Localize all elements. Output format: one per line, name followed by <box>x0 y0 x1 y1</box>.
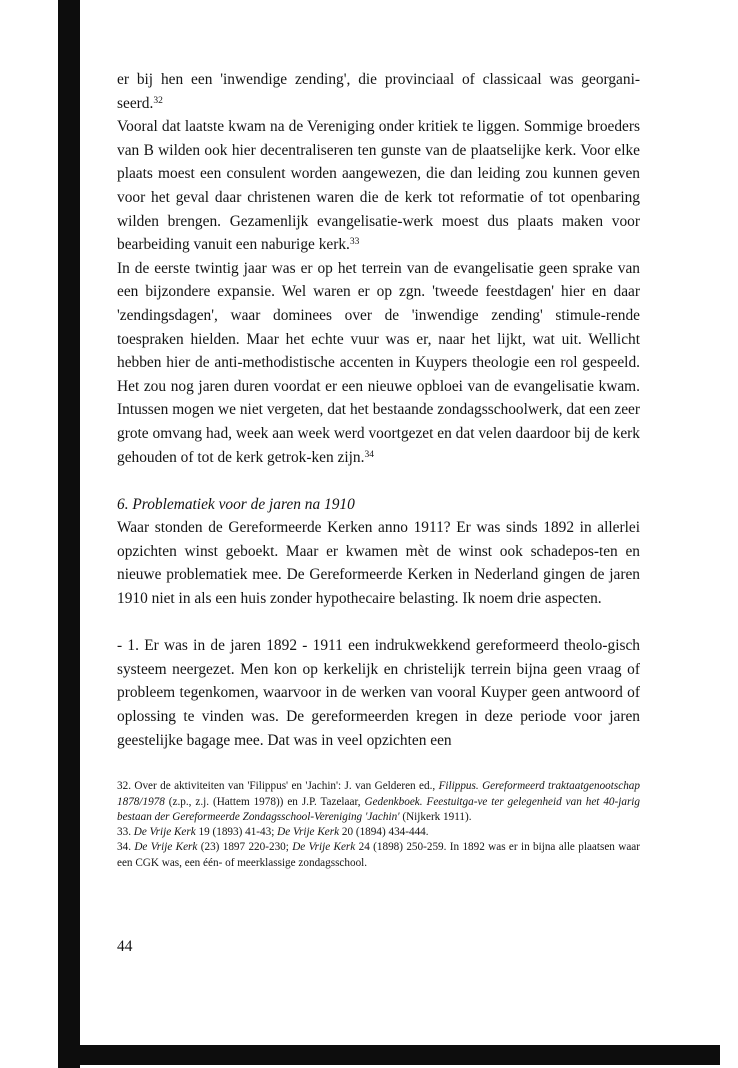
page-content <box>117 68 640 871</box>
footnote-33: 33. De Vrije Kerk 19 (1893) 41-43; De Vrije Kerk 20 (1894) 434-444. <box>117 826 429 839</box>
section-paragraph: Waar stonden de Gereformeerde Kerken anno 1911? Er was sinds 1892 in allerlei opzichten winst geboekt. Maar er kwamen mèt de winst ook schadepos-ten en nieuwe problematiek mee. De Gereformeerde Kerken in Nederland gingen de jaren 1910 niet in als een huis zonder hypothecaire belasting. Ik noem drie aspecten. <box>117 519 640 608</box>
scan-edge-bottom <box>80 1045 720 1065</box>
footnote-32: 32. Over de aktiviteiten van 'Filippus' en 'Jachin': J. van Gelderen ed., Filippus. Gereformeerd traktaatgenootschap 1878/1978 (z.p., z.j. (Hattem 1978)) en J.P. Tazelaar, Gedenkboek. Feestuitga-ve ter gelegenheid van het 40-jarig bestaan der Gereformeerde Zondagsschool-Vereniging 'Jachin' (Nijkerk 1911). <box>117 780 640 823</box>
paragraph-1: er bij hen een 'inwendige zending', die provinciaal of classicaal was georgani-seerd.$^{32}$ <box>117 71 640 112</box>
point-paragraph: - 1. Er was in de jaren 1892 - 1911 een indrukwekkend gereformeerd theolo-gisch systeem neergezet. Men kon op kerkelijk en christelijk terrein bijna geen vraag of probleem tegenkomen, waarvoor in de werken van vooral Kuyper geen antwoord of oplossing te vinden was. De gereformeerden kregen in deze periode voor jaren geestelijke bagage mee. Dat was in veel opzichten een <box>117 637 640 749</box>
footnote-ref-32: 32 <box>153 95 163 106</box>
paragraph-3: In de eerste twintig jaar was er op het terrein van de evangelisatie geen sprake van een bijzondere expansie. Wel waren er op zgn. 'tweede feestdagen' hier en daar 'zendingsdagen', waar dominees over de 'inwendige zending' stimule-rende toespraken hielden. Maar het echte vuur was er, naar het lijkt, wat uit. Wellicht hebben hier de anti-methodistische accenten in Kuypers theologie een rol gespeeld. Het zou nog jaren duren voordat er een nieuwe opbloei van de evangelisatie kwam. Intussen mogen we niet vergeten, dat het bestaande zondagsschoolwerk, dat een zeer grote omvang had, week aan week werd voortgezet en dat velen daardoor bij de kerk gehouden of tot de kerk getrok-ken zijn.$^{34}$ <box>117 259 640 466</box>
footnote-34: 34. De Vrije Kerk (23) 1897 220-230; De Vrije Kerk 24 (1898) 250-259. In 1892 was er in bijna alle plaatsen waar een CGK was, een één- of meerklassige zondagsschool. <box>117 841 640 869</box>
page-number: 44 <box>117 938 133 955</box>
section-heading: 6. Problematiek voor de jaren na 1910 <box>117 495 355 513</box>
footnote-ref-34: 34 <box>364 449 374 460</box>
paragraph-2: Vooral dat laatste kwam na de Vereniging onder kritiek te liggen. Sommige broeders van B wilden ook hier decentraliseren ten gunste van de plaatselijke kerk. Voor elke plaats moest een consulent worden aangewezen, die dan leiding zou kunnen geven voor het geval daar christenen waren die de kerk tot reformatie of tot openbaring wilden brengen. Gezamenlijk evangelisatie-werk moest dus plaats maken voor bearbeiding vanuit een naburige kerk.$^{33}$ <box>117 118 640 254</box>
footnote-ref-33: 33 <box>349 237 360 248</box>
scan-edge-left <box>58 0 80 1068</box>
